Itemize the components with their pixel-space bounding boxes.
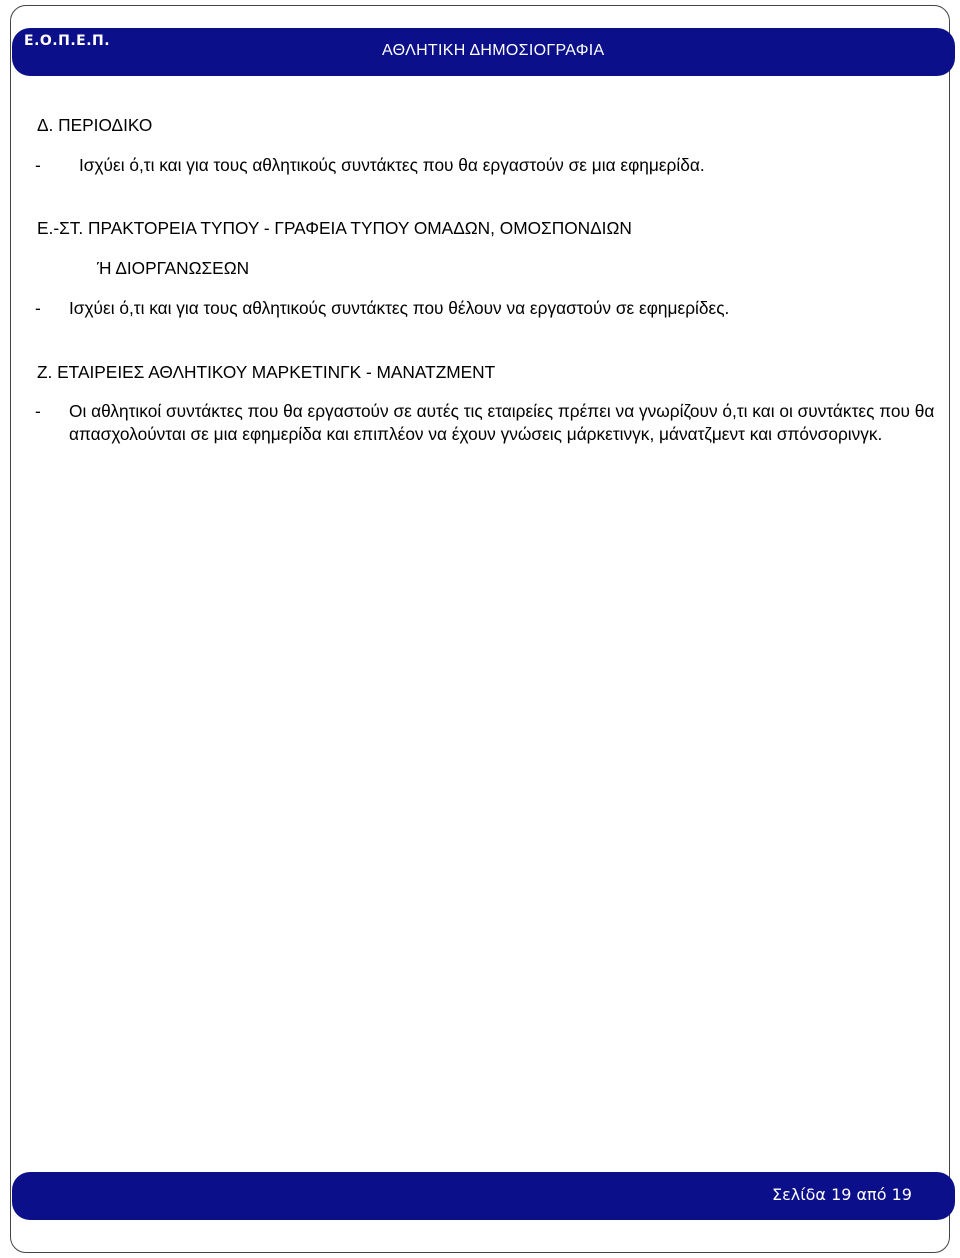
- bullet-marker: -: [35, 155, 41, 175]
- page-frame: [10, 5, 950, 1253]
- bullet-marker: -: [35, 298, 41, 318]
- section-e-st-heading: Ε.-ΣΤ. ΠΡΑΚΤΟΡΕΙΑ ΤΥΠΟΥ - ΓΡΑΦΕΙΑ ΤΥΠΟΥ ΟΜΑΔΩΝ, ΟΜΟΣΠΟΝΔΙΩΝ: [37, 218, 632, 238]
- section-z-bullet: Οι αθλητικοί συντάκτες που θα εργαστούν σε αυτές τις εταιρείες πρέπει να γνωρίζουν ό,τι και οι συντάκτες που θα απασχολούνται σε μια εφημερίδα και επιπλέον να έχουν γνώσεις μάρκετινγκ, μάνατζμεντ και σπόνσορινγκ.: [69, 401, 935, 444]
- header-organization: Ε.Ο.Π.Ε.Π.: [24, 33, 111, 49]
- section-d-heading: Δ. ΠΕΡΙΟΔΙΚΟ: [37, 115, 153, 135]
- page-number: Σελίδα 19 από 19: [772, 1185, 912, 1204]
- bullet-marker: -: [35, 401, 41, 421]
- header-title: ΑΘΛΗΤΙΚΗ ΔΗΜΟΣΙΟΓΡΑΦΙΑ: [382, 42, 605, 59]
- section-e-st-heading-continuation: Ή ΔΙΟΡΓΑΝΩΣΕΩΝ: [97, 258, 250, 278]
- section-d-bullet: Ισχύει ό,τι και για τους αθλητικούς συντάκτες που θα εργαστούν σε μια εφημερίδα.: [79, 155, 705, 175]
- section-z-heading: Ζ. ΕΤΑΙΡΕΙΕΣ ΑΘΛΗΤΙΚΟΥ ΜΑΡΚΕΤΙΝΓΚ - ΜΑΝΑΤΖΜΕΝΤ: [37, 362, 496, 382]
- section-e-st-bullet: Ισχύει ό,τι και για τους αθλητικούς συντάκτες που θέλουν να εργαστούν σε εφημερίδες.: [69, 298, 730, 318]
